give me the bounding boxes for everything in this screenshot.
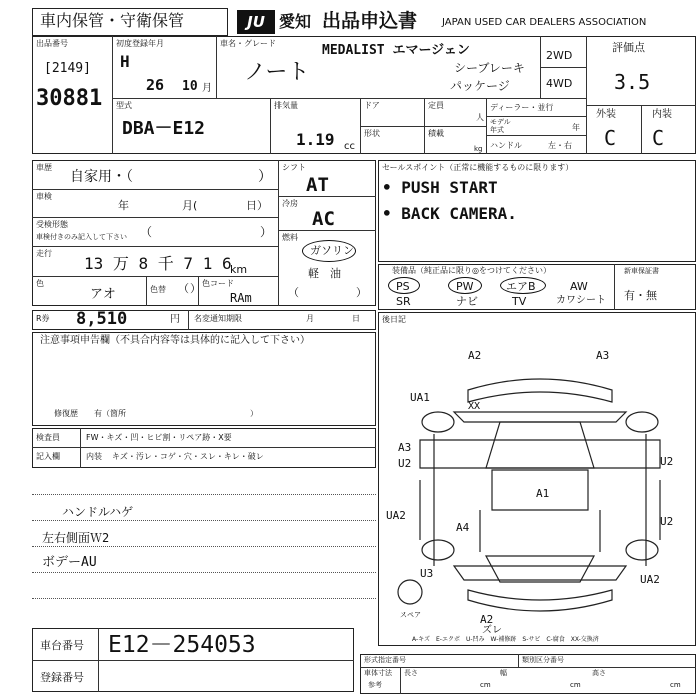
displacement-value: 1.19 — [296, 130, 335, 149]
score-value: 3.5 — [614, 70, 651, 94]
chassis-label: 車台番号 — [40, 639, 84, 652]
inspector-label-1: 検査員 — [36, 433, 60, 442]
mileage-value: 13 万 8 千 7 1 6 — [84, 254, 232, 273]
damage-legend: A-キズ E-エクボ U-凹み W-補修跡 S-サビ C-腐食 XX-交換済 — [412, 636, 599, 643]
comment-1: ハンドルハゲ — [62, 505, 134, 519]
shift-value: AT — [306, 174, 329, 196]
drive-2wd: 2WD — [546, 49, 573, 62]
exterior-value: C — [604, 126, 617, 150]
recycle-value: 8,510 — [76, 309, 128, 329]
first-reg-month: 10 — [182, 79, 198, 94]
equip-navi: ナビ — [456, 295, 478, 308]
name-change-day: 日 — [352, 314, 360, 323]
equip-tv: TV — [512, 295, 527, 308]
equip-ps: PS — [396, 280, 410, 293]
equip-aw: AW — [570, 280, 588, 293]
first-reg-era: H — [120, 52, 130, 71]
footer-width-label: 幅 — [500, 669, 507, 677]
aircon-value: AC — [312, 208, 335, 230]
color-value: アオ — [90, 287, 116, 302]
fuel-label: 燃料 — [282, 233, 298, 242]
color-change-close: ） — [190, 282, 201, 295]
comment-3: ボデーAU — [42, 555, 97, 570]
first-reg-month-unit: 月 — [202, 83, 212, 94]
damage-ua2-left: UA2 — [386, 509, 406, 522]
selling-point-2: • BACK CAMERA. — [382, 204, 517, 223]
lot-bracket-number: [2149] — [44, 61, 91, 76]
inspector-row2: キズ・汚レ・コゲ・穴・スレ・キレ・破レ — [112, 452, 264, 461]
inspector-row2-prefix: 内装 — [86, 452, 102, 461]
english-title: JAPAN USED CAR DEALERS ASSOCIATION — [442, 17, 647, 28]
history-label: 車歴 — [36, 163, 52, 172]
inspector-row1: FW・キズ・凹・ヒビ割・リペア跡・X要 — [86, 433, 232, 442]
shape-label: 形状 — [364, 129, 380, 138]
grade-line2: シーブレーキ — [454, 61, 525, 75]
name-change-month: 月 — [306, 314, 314, 323]
damage-a3-left: A3 — [398, 441, 412, 454]
transfer-open: （ — [140, 225, 153, 239]
model-value: DBA－E12 — [122, 118, 206, 139]
back-label: 後日記 — [382, 315, 406, 324]
footer-length-unit: cm — [480, 681, 491, 689]
lot-number: 30881 — [36, 86, 103, 111]
damage-a2-rear: A2 — [480, 613, 494, 626]
footer-height-label: 高さ — [592, 669, 606, 677]
org-name: 愛知 — [279, 12, 312, 31]
repair-history: 修復歴 有（箇所 — [54, 409, 126, 418]
drive-4wd: 4WD — [546, 77, 573, 90]
model-year-unit: 年 — [572, 123, 580, 132]
interior-label: 内装 — [652, 109, 672, 120]
registration-label: 登録番号 — [40, 671, 84, 684]
notes-label: 注意事項申告欄（不具合内容等は具体的に記入して下さい） — [40, 335, 310, 346]
footer-length-label: 長さ — [404, 669, 418, 677]
mileage-unit: km — [230, 263, 248, 276]
footer-class-label: 類別区分番号 — [522, 656, 564, 664]
car-name-label: 車名・グレード — [220, 39, 276, 48]
parallel-label: ディーラー・並行 — [490, 103, 554, 112]
transfer-sub: 車検付きのみ記入して下さい — [36, 233, 127, 241]
damage-ua1: UA1 — [410, 391, 430, 404]
inspector-label-2: 記入欄 — [36, 452, 60, 461]
damage-a1: A1 — [536, 487, 550, 500]
capacity-unit: 人 — [476, 113, 484, 122]
fuel-diesel: 軽 油 — [308, 267, 341, 280]
model-year-label1: モデル — [490, 118, 511, 126]
chassis-value: E12－254053 — [108, 632, 256, 658]
storage-label: 車内保管・守衛保管 — [40, 11, 185, 30]
damage-a4: A4 — [456, 521, 470, 534]
load-label: 積載 — [428, 129, 444, 138]
damage-shift-rear: ズレ — [482, 625, 502, 636]
interior-value: C — [652, 126, 665, 150]
equip-leather: カワシート — [556, 295, 606, 306]
displacement-label: 排気量 — [274, 101, 298, 110]
damage-u2-right: U2 — [660, 455, 674, 468]
ju-logo: JU — [237, 10, 275, 34]
footer-height-unit: cm — [670, 681, 681, 689]
model-label: 型式 — [116, 101, 132, 110]
inspection-day: 日） — [246, 199, 268, 212]
footer-ref-label: 参考 — [368, 681, 382, 689]
color-label: 色 — [36, 279, 44, 288]
selling-point-1: • PUSH START — [382, 178, 498, 197]
handle-label: ハンドル — [490, 141, 522, 150]
fuel-gasoline: ガソリン — [310, 244, 354, 257]
inspection-label: 車検 — [36, 192, 52, 201]
footer-size-label: 車体寸法 — [364, 669, 392, 677]
color-code-label: 色コード — [202, 279, 234, 288]
exterior-label: 外装 — [596, 109, 616, 120]
first-reg-year: 26 — [146, 76, 165, 94]
footer-type-label: 形式指定番号 — [364, 656, 406, 664]
model-year-label2: 年式 — [490, 126, 504, 134]
equip-airbag: エアB — [506, 280, 536, 293]
history-value: 自家用・（ — [70, 169, 133, 185]
warranty-label: 新車保証書 — [624, 267, 659, 275]
spare-label: スペア — [400, 611, 421, 619]
door-label: ドア — [364, 101, 380, 110]
score-label: 評価点 — [612, 41, 645, 54]
damage-u2-left: U2 — [398, 457, 412, 470]
transfer-close: ） — [260, 225, 273, 239]
footer-width-unit: cm — [570, 681, 581, 689]
damage-a2-top: A2 — [468, 349, 482, 362]
name-change-label: 名変通知期限 — [194, 314, 242, 323]
color-code-value: RAm — [230, 291, 252, 305]
form-title: 出品申込書 — [322, 10, 418, 32]
transfer-label: 受検形態 — [36, 220, 68, 229]
damage-a3-top: A3 — [596, 349, 610, 362]
handle-options: 左・右 — [548, 141, 572, 150]
recycle-unit: 円 — [170, 314, 180, 325]
first-reg-label: 初度登録年月 — [116, 39, 164, 48]
mileage-label: 走行 — [36, 249, 52, 258]
aircon-label: 冷房 — [282, 199, 298, 208]
capacity-label: 定員 — [428, 101, 444, 110]
equip-sr: SR — [396, 295, 411, 308]
damage-ua2-right: UA2 — [640, 573, 660, 586]
damage-xx: XX — [468, 401, 481, 412]
recycle-label: R券 — [36, 314, 50, 323]
selling-points-label: セールスポイント（正常に機能するものに限ります） — [382, 163, 574, 172]
car-name-value: ノート — [244, 60, 310, 85]
color-change-label: 色替 — [150, 285, 166, 294]
displacement-unit: cc — [344, 141, 355, 152]
equipment-label: 装備品（純正品に限り◎をつけてください） — [392, 266, 551, 275]
grade-line1: MEDALIST エマージェン — [322, 43, 470, 58]
grade-line3: パッケージ — [450, 79, 510, 93]
history-close: ） — [258, 169, 272, 185]
repair-history-close: ） — [250, 409, 258, 418]
kg-unit: kg — [474, 145, 483, 153]
inspection-month: 月( — [182, 199, 198, 212]
shift-label: シフト — [282, 163, 306, 172]
inspection-year: 年 — [118, 199, 129, 212]
fuel-open: （ — [288, 286, 299, 299]
damage-u2-right-rear: U2 — [660, 515, 674, 528]
color-change-open: （ — [178, 282, 189, 295]
damage-u3: U3 — [420, 567, 434, 580]
comment-2: 左右側面Ｗ2 — [42, 531, 110, 545]
fuel-close: ） — [356, 286, 367, 299]
lot-label: 出品番号 — [36, 39, 68, 48]
equip-pw: PW — [456, 280, 474, 293]
warranty-value: 有・無 — [624, 289, 657, 302]
